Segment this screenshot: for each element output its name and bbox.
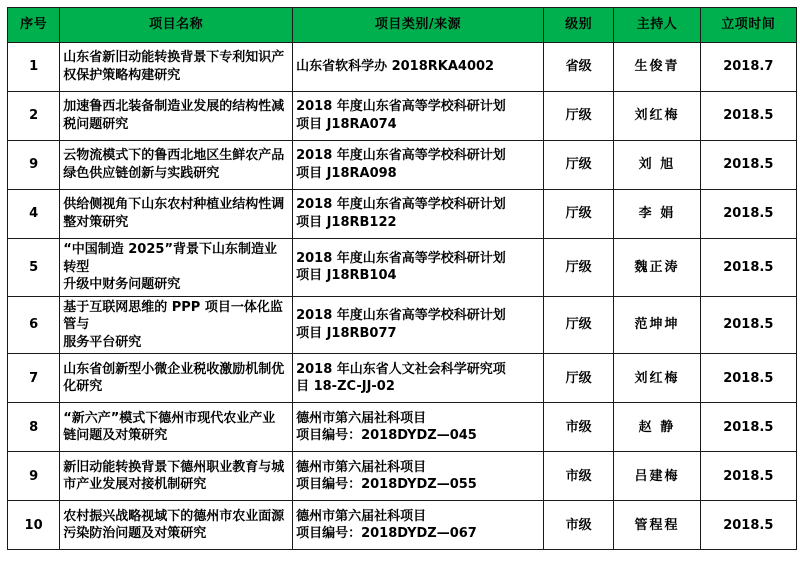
column-header-host: 主持人	[614, 8, 700, 43]
cell-project-name	[60, 190, 293, 239]
cell-date: 2018.5	[700, 92, 796, 141]
text-line: “中国制造 2025”背景下山东制造业转型	[63, 242, 277, 275]
cell-project-name	[60, 403, 293, 452]
cell-date: 2018.5	[700, 403, 796, 452]
cell-no: 6	[8, 296, 60, 354]
cell-date: 2018.5	[700, 141, 796, 190]
cell-level: 厅级	[544, 296, 614, 354]
cell-no: 7	[8, 354, 60, 403]
cell-project-category	[293, 501, 544, 550]
cell-project-name	[60, 141, 293, 190]
text-line: 项目 J18RA074	[296, 117, 397, 132]
cell-level: 市级	[544, 501, 614, 550]
cell-project-name	[60, 92, 293, 141]
cell-no: 9	[8, 141, 60, 190]
cell-level: 厅级	[544, 354, 614, 403]
text-line: 绿色供应链创新与实践研究	[63, 166, 220, 181]
cell-level: 厅级	[544, 190, 614, 239]
text-line: 农村振兴战略视域下的德州市农业面源	[63, 508, 285, 524]
cell-project-name	[60, 296, 293, 354]
cell-project-name	[60, 452, 293, 501]
cell-date: 2018.5	[700, 296, 796, 354]
text-line: 德州市第六届社科项目	[296, 410, 427, 426]
text-line: 链问题及对策研究	[63, 428, 168, 444]
cell-no: 4	[8, 190, 60, 239]
column-header-no: 序号	[8, 8, 60, 43]
table-row	[8, 141, 797, 190]
cell-no: 5	[8, 239, 60, 297]
cell-project-category	[293, 92, 544, 141]
cell-project-name	[60, 43, 293, 92]
cell-no: 9	[8, 452, 60, 501]
text-line: 2018 年山东省人文社会科学研究项	[296, 361, 506, 377]
cell-level: 市级	[544, 403, 614, 452]
table-row	[8, 452, 797, 501]
column-header-level: 级别	[544, 8, 614, 43]
text-line: 2018 年度山东省高等学校科研计划	[296, 308, 506, 324]
text-line: 新旧动能转换背景下德州职业教育与城	[63, 459, 285, 475]
table-row	[8, 501, 797, 550]
text-line: 德州市第六届社科项目	[296, 459, 427, 475]
text-line: 德州市第六届社科项目	[296, 508, 427, 524]
table-row	[8, 92, 797, 141]
text-line: 2018 年度山东省高等学校科研计划	[296, 250, 506, 266]
project-table	[7, 7, 797, 550]
cell-project-name	[60, 239, 293, 297]
cell-host: 赵 静	[614, 403, 700, 452]
cell-date: 2018.5	[700, 354, 796, 403]
cell-host: 管程程	[614, 501, 700, 550]
column-header-date: 立项时间	[700, 8, 796, 43]
cell-host: 范坤坤	[614, 296, 700, 354]
cell-project-category	[293, 190, 544, 239]
text-line: 项目编号：2018DYDZ—067	[296, 526, 477, 542]
table-row	[8, 239, 797, 297]
text-line: 市产业发展对接机制研究	[63, 477, 207, 493]
cell-project-category	[293, 296, 544, 354]
text-line: 加速鲁西北装备制造业发展的结构性减	[63, 99, 285, 115]
text-line: 基于互联网思维的 PPP 项目一体化监管与	[63, 299, 283, 333]
text-line: 山东省软科学办 2018RKA4002	[296, 59, 495, 75]
text-line: 升级中财务问题研究	[63, 277, 181, 293]
table-header	[8, 8, 797, 43]
cell-host: 刘红梅	[614, 92, 700, 141]
cell-level: 市级	[544, 452, 614, 501]
cell-no: 10	[8, 501, 60, 550]
text-line: “新六产”模式下德州市现代农业产业	[63, 410, 276, 426]
text-line: 权保护策略构建研究	[63, 68, 181, 83]
table-header-row	[8, 8, 797, 43]
text-line: 山东省新旧动能转换背景下专利知识产	[63, 50, 285, 66]
cell-host: 李 娟	[614, 190, 700, 239]
text-line: 2018 年度山东省高等学校科研计划	[296, 197, 506, 213]
cell-no: 1	[8, 43, 60, 92]
cell-level: 省级	[544, 43, 614, 92]
text-line: 税问题研究	[63, 117, 129, 132]
cell-project-category	[293, 43, 544, 92]
cell-no: 8	[8, 403, 60, 452]
cell-date: 2018.7	[700, 43, 796, 92]
text-line: 污染防治问题及对策研究	[63, 526, 207, 542]
text-line: 项目编号：2018DYDZ—055	[296, 477, 477, 493]
cell-host: 生俊青	[614, 43, 700, 92]
column-header-name: 项目名称	[60, 8, 293, 43]
cell-host: 吕建梅	[614, 452, 700, 501]
text-line: 目 18-ZC-JJ-02	[296, 379, 395, 395]
table-row	[8, 296, 797, 354]
cell-date: 2018.5	[700, 452, 796, 501]
cell-level: 厅级	[544, 239, 614, 297]
cell-project-name	[60, 501, 293, 550]
text-line: 2018 年度山东省高等学校科研计划	[296, 99, 506, 115]
cell-level: 厅级	[544, 141, 614, 190]
cell-project-category	[293, 403, 544, 452]
text-line: 山东省创新型小微企业税收激励机制优	[63, 361, 285, 377]
table-row	[8, 403, 797, 452]
cell-project-category	[293, 239, 544, 297]
text-line: 化研究	[63, 379, 103, 395]
text-line: 项目 J18RB077	[296, 325, 397, 341]
cell-project-category	[293, 452, 544, 501]
text-line: 云物流模式下的鲁西北地区生鲜农产品	[63, 148, 285, 164]
cell-host: 刘红梅	[614, 354, 700, 403]
cell-project-category	[293, 141, 544, 190]
cell-date: 2018.5	[700, 190, 796, 239]
text-line: 项目 J18RB104	[296, 268, 397, 284]
text-line: 项目 J18RB122	[296, 215, 397, 230]
cell-host: 刘 旭	[614, 141, 700, 190]
text-line: 整对策研究	[63, 215, 129, 230]
text-line: 供给侧视角下山东农村种植业结构性调	[63, 197, 285, 213]
cell-host: 魏正涛	[614, 239, 700, 297]
cell-date: 2018.5	[700, 239, 796, 297]
table-row	[8, 354, 797, 403]
cell-no: 2	[8, 92, 60, 141]
text-line: 服务平台研究	[63, 334, 142, 350]
text-line: 项目 J18RA098	[296, 166, 397, 181]
table-body	[8, 43, 797, 550]
cell-date: 2018.5	[700, 501, 796, 550]
cell-level: 厅级	[544, 92, 614, 141]
text-line: 项目编号：2018DYDZ—045	[296, 428, 477, 444]
table-row	[8, 190, 797, 239]
cell-project-category	[293, 354, 544, 403]
cell-project-name	[60, 354, 293, 403]
column-header-category: 项目类别/来源	[293, 8, 544, 43]
table-row	[8, 43, 797, 92]
text-line: 2018 年度山东省高等学校科研计划	[296, 148, 506, 164]
